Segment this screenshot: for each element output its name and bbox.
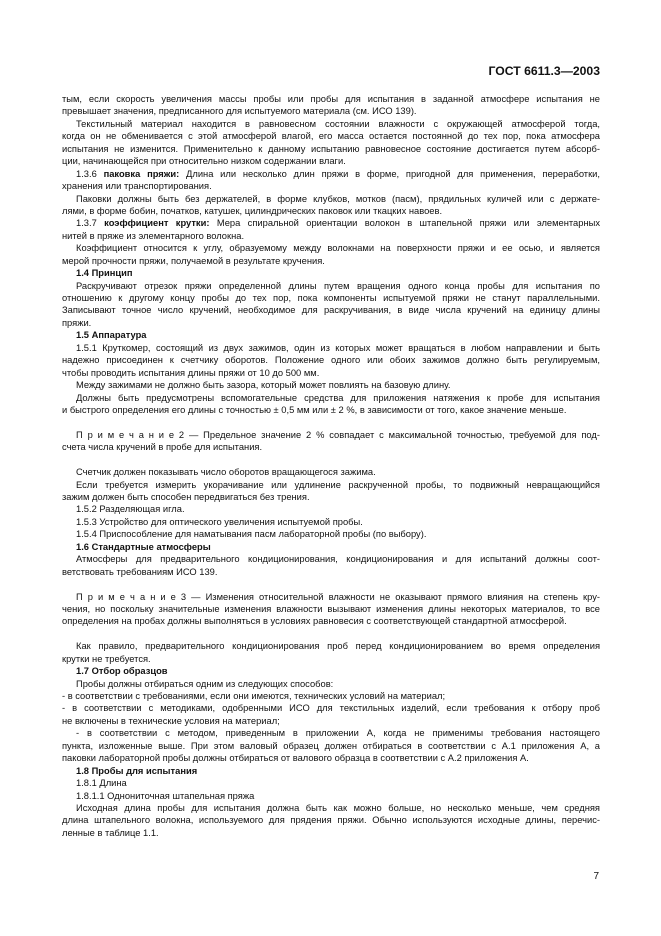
paragraph xyxy=(62,553,600,578)
paragraph xyxy=(62,640,600,665)
text-line: Атмосферы для предварительного кондиционирования, кондиционирования и для испытаний должны соот- xyxy=(76,554,600,565)
paragraph xyxy=(62,690,600,702)
text-line: длина штапельного волокна, используемого для прядения пряжи. Обычно используются исходные длины, перечис- xyxy=(62,815,600,826)
text-line: Как правило, предварительного кондиционирования проб перед кондиционированием во время определения xyxy=(76,641,600,652)
text-line: Между зажимами не должно быть зазора, который может повлиять на базовую длину. xyxy=(76,380,451,391)
section-heading xyxy=(62,329,600,341)
text-line: пункта, изложенные выше. При этом валовый образец должен отбираться в соответствии с А.1 приложения А, а xyxy=(62,740,600,751)
paragraph xyxy=(62,342,600,379)
text-line: ции, начинающейся при относительно низком содержании влаги. xyxy=(62,156,346,167)
text-line: тым, если скорость увеличения массы пробы или пробы для испытания в заданной атмосфере испытания не xyxy=(62,94,600,104)
term-label: коэффициент крутки: xyxy=(104,218,210,229)
text-line: 1.5.1 Круткомер, состоящий из двух зажимов, один из которых может вращаться в любом направлении и быть xyxy=(76,342,600,353)
paragraph xyxy=(62,479,600,504)
text-line: Счетчик должен показывать число оборотов вращающегося зажима. xyxy=(76,467,376,478)
paragraph xyxy=(62,516,600,528)
paragraph xyxy=(62,392,600,417)
text-line: Коэффициент относится к углу, образуемому между волокнами на поверхности пряжи и ее осью, и является xyxy=(76,243,600,254)
text-span: Длина или несколько длин пряжи в форме, пригодной для применения, переработки, xyxy=(179,168,600,179)
spacer xyxy=(62,578,600,590)
text-line: Текстильный материал находится в равновесном состоянии влажности с окружающей атмосферой тогда, xyxy=(76,118,600,129)
text-line: Паковки должны быть без держателей, в форме клубков, мотков (пасм), прядильных куличей или с держате- xyxy=(76,193,600,204)
text-span: 1.3.7 xyxy=(76,218,105,229)
note-paragraph xyxy=(62,429,600,454)
paragraph xyxy=(62,193,600,218)
text-line: 1.7 Отбор образцов xyxy=(76,666,168,677)
text-line: - в соответствии с методиками, одобренными ИСО для текстильных изделий, если требования к отбору проб xyxy=(62,703,600,714)
text-line: пряжи. xyxy=(62,317,92,328)
text-line: мерой прочности пряжи, получаемой в результате кручения. xyxy=(62,255,325,266)
page-body xyxy=(62,93,600,839)
text-line: ветствовать требованиям ИСО 139. xyxy=(62,566,218,577)
spacer xyxy=(62,628,600,640)
text-line: 1.5.4 Приспособление для наматывания пасм лабораторной пробы (по выбору). xyxy=(76,529,427,540)
paragraph xyxy=(62,727,600,764)
text-line: 1.4 Принцип xyxy=(76,268,133,279)
paragraph xyxy=(62,466,600,478)
paragraph xyxy=(62,379,600,391)
document-header-id: ГОСТ 6611.3—2003 xyxy=(488,64,600,78)
section-heading xyxy=(62,267,600,279)
paragraph xyxy=(62,528,600,540)
note-paragraph xyxy=(62,591,600,628)
text-line: Должны быть предусмотрены вспомогательные средства для приложения натяжения к пробе для испытания xyxy=(76,392,600,403)
text-line: 1.8 Пробы для испытания xyxy=(76,765,198,776)
text-line: паковки лабораторной пробы должны отбираться от валового образца в соответствии с А.2 приложения А. xyxy=(62,753,529,764)
text-line: Раскручивают отрезок пряжи определенной длины путем вращения одного конца пробы для испытания по xyxy=(76,280,600,291)
text-line: испытания не изменится. Применительно к данному испытанию равновесное состояние достигается путем абсорб- xyxy=(62,143,600,154)
paragraph xyxy=(62,242,600,267)
text-line: П р и м е ч а н и е 3 — Изменения относительной влажности не оказывают прямого влияния на степень кру- xyxy=(76,591,600,602)
text-line: счета числа кручений в пробе для испытания. xyxy=(62,442,263,453)
text-line: Записывают точное число кручений, необходимое для раскручивания, в виде числа кручений на единицу длины xyxy=(62,305,600,316)
paragraph xyxy=(62,702,600,727)
text-line: нитей в пряже из элементарного волокна. xyxy=(62,230,245,241)
text-span: Мера спиральной ориентации волокон в штапельной пряжи или элементарных xyxy=(209,218,600,229)
text-line: надежно присоединен к счетчику оборотов. Положение одного или обоих зажимов должно быть регулируемым, xyxy=(62,355,600,366)
text-line: 1.8.1 Длина xyxy=(76,778,127,789)
text-line: ленные в таблице 1.1. xyxy=(62,827,159,838)
text-line: П р и м е ч а н и е 2 — Предельное значение 2 % совпадает с максимальной точностью, требуемой для под- xyxy=(76,429,600,440)
paragraph xyxy=(62,280,600,330)
text-line: Если требуется измерить укорачивание или удлинение раскрученной пробы, то подвижный невращающийся xyxy=(76,479,600,490)
section-heading xyxy=(62,765,600,777)
text-line: отношению к другому концу пробы до тех пор, пока компоненты испытуемой пряжи не станут параллельными. xyxy=(62,293,600,303)
text-line: превышает значения, предписанного для испытуемого материала (см. ИСО 139). xyxy=(62,106,417,117)
spacer xyxy=(62,416,600,428)
text-line: чения, но поскольку значительные изменения влажности вызывают изменения длины некоторых материалов, то все xyxy=(62,603,600,614)
text-line: определения на пробах должны выполняться в условиях равновесия с соответствующей стандартной атмосферой. xyxy=(62,616,567,627)
paragraph xyxy=(62,790,600,802)
spacer xyxy=(62,454,600,466)
paragraph xyxy=(62,118,600,168)
text-line xyxy=(62,168,600,180)
text-line xyxy=(62,217,600,229)
text-line: 1.8.1.1 Однониточная штапельная пряжа xyxy=(76,790,255,801)
text-line: не включены в технические условия на материал; xyxy=(62,715,280,726)
text-line: - в соответствии с методом, приведенным в приложении А, когда не применимы требования настоящего xyxy=(76,728,600,739)
section-heading xyxy=(62,541,600,553)
text-line: чтобы проводить испытания длины пряжи от 10 до 500 мм. xyxy=(62,367,320,378)
text-span: 1.3.6 xyxy=(76,168,104,179)
text-line: зажим должен быть способен передвигаться без трения. xyxy=(62,492,310,502)
text-line: хранения или транспортирования. xyxy=(62,181,212,192)
text-line: крутки не требуется. xyxy=(62,653,151,664)
text-line: - в соответствии с требованиями, если они имеются, технических условий на материал; xyxy=(62,691,446,701)
text-line: когда он не обменивается с этой атмосферой влагой, его масса остается постоянной до тех пор, пока атмосфера xyxy=(62,131,600,142)
section-heading xyxy=(62,665,600,677)
paragraph xyxy=(62,678,600,690)
paragraph xyxy=(62,93,600,118)
text-line: 1.5 Аппаратура xyxy=(76,330,147,341)
paragraph xyxy=(62,777,600,789)
text-line: 1.6 Стандартные атмосферы xyxy=(76,541,211,552)
page-number: 7 xyxy=(593,871,599,882)
text-line: 1.5.3 Устройство для оптического увеличения испытуемой пробы. xyxy=(76,516,363,527)
text-line: лями, в форме бобин, початков, катушек, цилиндрических паковок или ткацких навоев. xyxy=(62,205,443,216)
paragraph xyxy=(62,503,600,515)
term-label: паковка пряжи: xyxy=(103,168,180,179)
paragraph xyxy=(62,802,600,839)
text-line: Исходная длина пробы для испытания должна быть как можно больше, но несколько меньше, чем средняя xyxy=(76,802,600,813)
text-line: и быстрого определения его длины с точностью ± 0,5 мм или ± 2 %, в зависимости от того, какое значение меньше. xyxy=(62,404,567,415)
text-line: Пробы должны отбираться одним из следующих способов: xyxy=(76,678,334,689)
paragraph xyxy=(62,168,600,193)
paragraph xyxy=(62,217,600,242)
text-line: 1.5.2 Разделяющая игла. xyxy=(76,504,185,515)
